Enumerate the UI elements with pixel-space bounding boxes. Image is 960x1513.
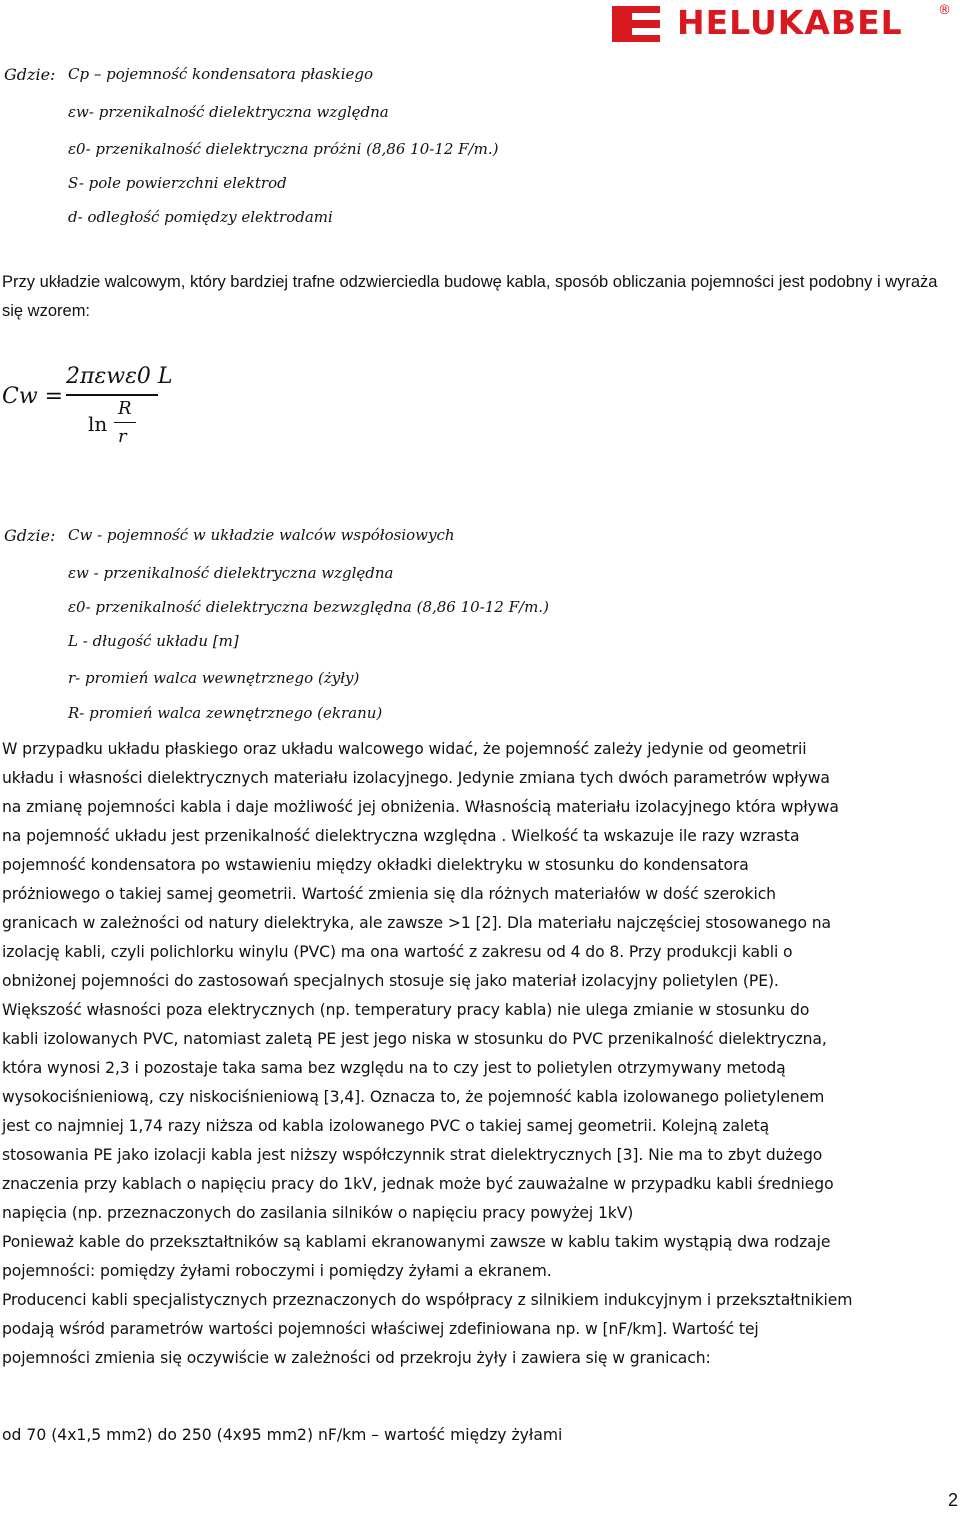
definition-item: ε0- przenikalność dielektryczna bezwzględna (8,86 10-12 F/m.) — [68, 598, 549, 616]
definition-item: S- pole powierzchni elektrod — [68, 174, 287, 192]
body-line: granicach w zależności od natury dielektryka, ale zawsze >1 [2]. Dla materiału najczęściej stosowanego na — [2, 914, 832, 932]
body-line: na zmianę pojemności kabla i daje możliwość jej obniżenia. Własnością materiału izolacyjnego która wpływa — [2, 798, 839, 816]
definition-item: ε0- przenikalność dielektryczna próżni (8,86 10-12 F/m.) — [68, 140, 499, 158]
gdzie-label-2: Gdzie: — [4, 526, 56, 545]
definition-item: Cp – pojemność kondensatora płaskiego — [68, 65, 374, 83]
body-line: znaczenia przy kablach o napięciu pracy do 1kV, jednak może być zauważalne w przypadku kabli średniego — [2, 1175, 834, 1193]
page-number: 2 — [947, 1490, 958, 1510]
body-line: pojemność kondensatora po wstawieniu między okładki dielektryku w stosunku do kondensatora — [2, 856, 749, 874]
body-line: wysokociśnieniową, czy niskociśnieniową [3,4]. Oznacza to, że pojemność kabla izolowanego polietylenem — [2, 1088, 825, 1106]
definition-item: r- promień walca wewnętrznego (żyły) — [68, 669, 360, 687]
formula-ln: ln — [88, 412, 108, 436]
registered-mark: ® — [938, 3, 951, 18]
formula-lhs: Cw = — [2, 384, 64, 409]
helukabel-logo — [612, 3, 954, 42]
body-line: na pojemność układu jest przenikalność dielektryczna względna . Wielkość ta wskazuje ile razy wzrasta — [2, 827, 800, 845]
formula-numerator: 2πεwε0 L — [66, 364, 173, 389]
body-line: próżniowego o takiej samej geometrii. Wartość zmienia się dla różnych materiałów w dość szerokich — [2, 885, 776, 903]
body-line: obniżonej pojemności do zastosowań specjalnych stosuje się jako materiał izolacyjny polietylen (PE). — [2, 972, 779, 990]
body-line: W przypadku układu płaskiego oraz układu walcowego widać, że pojemność zależy jedynie od geometrii — [2, 740, 807, 758]
gdzie-label-1: Gdzie: — [4, 65, 56, 84]
body-text — [2, 735, 957, 1373]
body-line: Ponieważ kable do przekształtników są kablami ekranowanymi zawsze w kablu takim wystąpią dwa rodzaje — [2, 1233, 831, 1251]
capacitance-formula — [2, 362, 182, 457]
body-line: izolację kabli, czyli polichlorku winylu (PVC) ma ona wartość z zakresu od 4 do 8. Przy produkcji kabli o — [2, 943, 793, 961]
formula-r: r — [118, 426, 127, 447]
definition-item: Cw - pojemność w układzie walców współosiowych — [68, 526, 455, 544]
body-line: Producenci kabli specjalistycznych przeznaczonych do współpracy z silnikiem indukcyjnym i przekształtnikiem — [2, 1291, 853, 1309]
definition-item: εw- przenikalność dielektryczna względna — [68, 103, 389, 121]
body-line: kabli izolowanych PVC, natomiast zaletą PE jest jego niska w stosunku do PVC przenikalność dielektryczna, — [2, 1030, 827, 1048]
intro-paragraph: Przy układzie walcowym, który bardziej trafne odzwierciedla budowę kabla, sposób obliczania pojemności jest podobny i wyraża się wzorem: — [2, 273, 938, 320]
brand-name: HELUKABEL — [677, 3, 903, 42]
body-line: jest co najmniej 1,74 razy niższa od kabla izolowanego PVC o takiej samej geometrii. Kolejną zaletą — [2, 1117, 770, 1135]
body-line: pojemności: pomiędzy żyłami roboczymi i pomiędzy żyłami a ekranem. — [2, 1262, 552, 1280]
inner-fraction-line — [114, 422, 136, 423]
body-line: stosowania PE jako izolacji kabla jest niższy współczynnik strat dielektrycznych [3]. Nie ma to zbyt dużego — [2, 1146, 823, 1164]
definition-item: d- odległość pomiędzy elektrodami — [68, 208, 333, 226]
definition-item: εw - przenikalność dielektryczna względna — [68, 564, 394, 582]
body-line: układu i własności dielektrycznych materiału izolacyjnego. Jedynie zmiana tych dwóch parametrów wpływa — [2, 769, 830, 787]
body-line: napięcia (np. przeznaczonych do zasilania silników o napięciu pracy powyżej 1kV) — [2, 1204, 634, 1222]
body-line: podają wśród parametrów wartości pojemności właściwej zdefiniowana np. w [nF/km]. Wartość tej — [2, 1320, 759, 1338]
body-line: która wynosi 2,3 i pozostaje taka sama bez względu na to czy jest to polietylen otrzymywany metodą — [2, 1059, 786, 1077]
capacitance-range-line: od 70 (4x1,5 mm2) do 250 (4x95 mm2) nF/km – wartość między żyłami — [2, 1426, 563, 1444]
body-line: Większość własności poza elektrycznych (np. temperatury pracy kabla) nie ulega zmianie w stosunku do — [2, 1001, 810, 1019]
fraction-line — [66, 394, 158, 396]
logo-mark-icon — [612, 6, 664, 42]
definition-item: L - długość układu [m] — [68, 632, 239, 650]
body-line: pojemności zmienia się oczywiście w zależności od przekroju żyły i zawiera się w granicach: — [2, 1349, 711, 1367]
definition-item: R- promień walca zewnętrznego (ekranu) — [68, 704, 383, 722]
formula-R: R — [118, 398, 132, 419]
